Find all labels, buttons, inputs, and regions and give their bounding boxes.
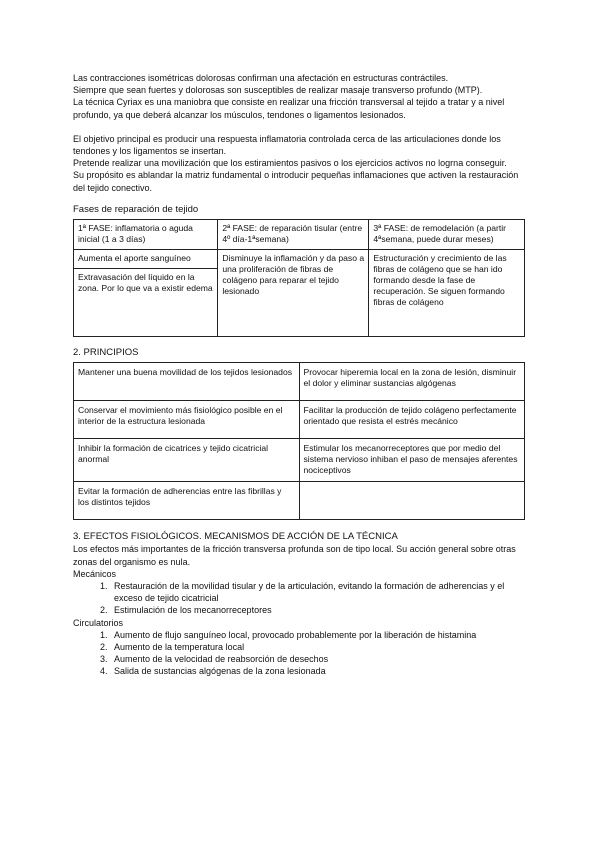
principle-cell: Facilitar la producción de tejido colágeno perfectamente orientado que resista el estrés mecánico: [299, 401, 525, 439]
principles-row: [74, 401, 525, 439]
effects-intro: Los efectos más importantes de la fricción transversa profunda son de tipo local. Su acción general sobre otras zonas del organismo es nula.: [73, 544, 516, 567]
phase-2-cell: Disminuye la inflamación y da paso a una proliferación de fibras de colágeno para reparar el tejido lesionado: [218, 250, 369, 337]
principles-row: [74, 482, 525, 520]
phases-body-row-1: [74, 250, 525, 269]
phases-table: [73, 219, 525, 337]
phase-3-header: 3ª FASE: de remodelación (a partir 4ªsemana, puede durar meses): [369, 220, 525, 250]
phase-2-header: 2ª FASE: de reparación tisular (entre 4º día-1ªsemana): [218, 220, 369, 250]
principles-title: 2. PRINCIPIOS: [73, 347, 139, 359]
principles-row: [74, 363, 525, 401]
mechanical-list: [73, 580, 525, 617]
document-page: [73, 72, 525, 678]
list-item: 1. Restauración de la movilidad tisular y de la articulación, evitando la formación de adherencias y el exceso de tejido cicatricial: [110, 580, 525, 604]
principle-cell: Provocar hiperemia local en la zona de lesión, disminuir el dolor y eliminar sustancias algógenas: [299, 363, 525, 401]
principle-cell: Inhibir la formación de cicatrices y tejido cicatricial anormal: [74, 439, 300, 482]
principle-cell: Estimular los mecanorreceptores que por medio del sistema nervioso inhiban el paso de mensajes aferentes nociceptivos: [299, 439, 525, 482]
phase-1-header: 1ª FASE: inflamatoria o aguda inicial (1 a 3 días): [74, 220, 218, 250]
principles-row: [74, 439, 525, 482]
intro-paragraph-3: La técnica Cyriax es una maniobra que consiste en realizar una fricción transversal al tejido a tratar y a nivel profundo, ya que deberá alcanzar los músculos, tendones o ligamentos lesionados.: [73, 97, 505, 120]
circulatory-list: [73, 629, 525, 678]
circulatory-label: Circulatorios: [73, 617, 124, 628]
phases-header-row: [74, 220, 525, 250]
intro-paragraph-4: El objetivo principal es producir una respuesta inflamatoria controlada cerca de las articulaciones donde los tendones y los ligamentos se insertan.: [73, 133, 501, 157]
principle-cell: Evitar la formación de adherencias entre las fibrillas y los distintos tejidos: [74, 482, 300, 520]
principle-cell-empty: [299, 482, 525, 520]
list-item: 4. Salida de sustancias algógenas de la zona lesionada: [110, 665, 525, 677]
phase-1-cell-2: Extravasación del líquido en la zona. Por lo que va a existir edema: [74, 269, 218, 337]
phases-title: Fases de reparación de tejido: [73, 203, 199, 215]
list-item: 2. Aumento de la temperatura local: [110, 641, 525, 653]
intro-paragraph-5: Pretende realizar una movilización que los estiramientos pasivos o los ejercicios activos no logrna conseguir.: [73, 158, 507, 169]
mechanical-label: Mecánicos: [73, 568, 117, 579]
phase-1-cell-1: Aumenta el aporte sanguíneo: [74, 250, 218, 269]
intro-paragraph-6: Su propósito es ablandar la matriz fundamental o introducir pequeñas inflamaciones que activen la restauración del tejido conectivo.: [73, 170, 519, 193]
list-item: 1. Aumento de flujo sanguíneo local, provocado probablemente por la liberación de histamina: [110, 629, 525, 641]
intro-paragraph-2: Siempre que sean fuertes y dolorosas son susceptibles de realizar masaje transverso profundo (MTP).: [73, 85, 483, 96]
principle-cell: Mantener una buena movilidad de los tejidos lesionados: [74, 363, 300, 401]
effects-title: 3. EFECTOS FISIOLÓGICOS. MECANISMOS DE ACCIÓN DE LA TÉCNICA: [73, 531, 398, 543]
list-item: 3. Aumento de la velocidad de reabsorción de desechos: [110, 653, 525, 665]
intro-paragraph-1: Las contracciones isométricas dolorosas confirman una afectación en estructuras contráctiles.: [73, 73, 449, 83]
phase-3-cell: Estructuración y crecimiento de las fibras de colágeno que se han ido formando desde la fase de recuperación. Se siguen formando fibras de colágeno: [369, 250, 525, 337]
list-item: 2. Estimulación de los mecanorreceptores: [110, 604, 525, 616]
principle-cell: Conservar el movimiento más fisiológico posible en el interior de la estructura lesionada: [74, 401, 300, 439]
principles-table: [73, 362, 525, 520]
